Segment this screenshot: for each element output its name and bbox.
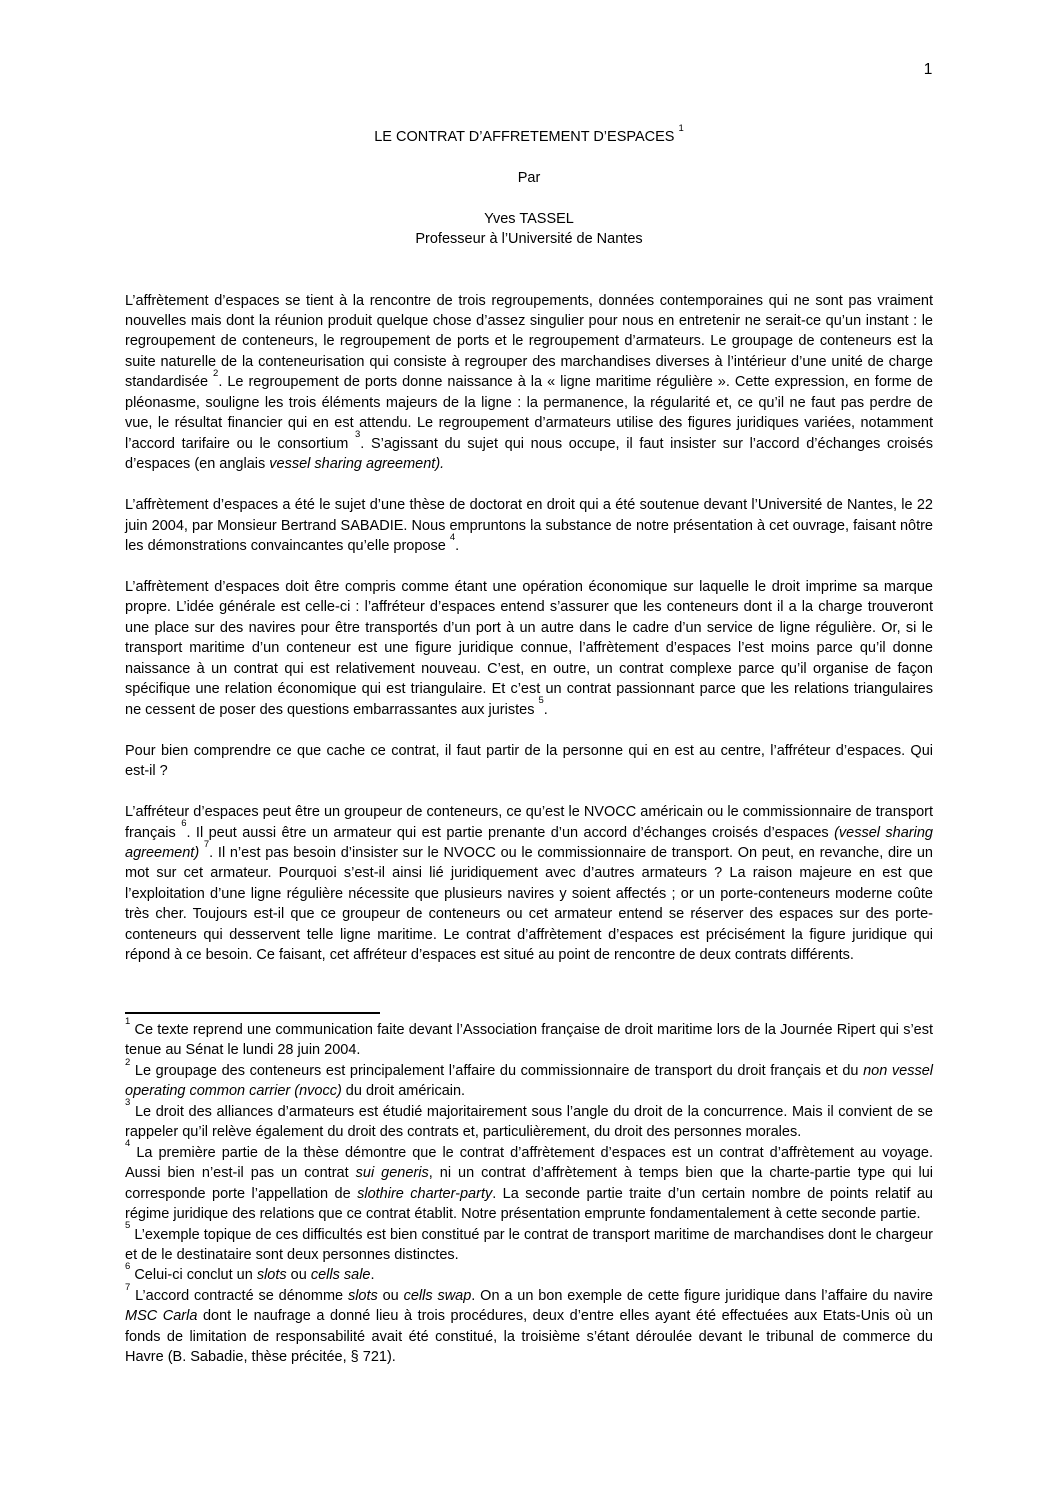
footnote-ref: 5 xyxy=(125,1220,131,1232)
footnote: $^3$ Le droit des alliances d’armateurs est étudié majoritairement sous l’angle du droit de la concurrence. Mais il convient de se rappeler qu’il relève également du droit des contrats et, particulièrement, du droit des personnes morales. xyxy=(125,1097,933,1141)
footnote-area xyxy=(125,1012,933,1368)
footnote: $^5$ L’exemple topique de ces difficultés est bien constitué par le contrat de transport maritime de marchandises dont le chargeur et de le destinataire sont deux personnes distinctes. xyxy=(125,1220,934,1263)
author-name: Yves TASSEL xyxy=(484,210,574,227)
footnotes-list xyxy=(125,1015,934,1368)
paragraph: L’affrètement d’espaces se tient à la rencontre de trois regroupements, données contemporaines qui ne sont pas vraiment nouvelles mais dont la réunion produit quelque chose d’assez singulier pour nous en entretenir ne serait-ce qu’un instant : le regroupement de conteneurs, le regroupement de ports et le regroupement d’armateurs. Le groupage de conteneurs est la suite naturelle de la conteneurisation qui consiste à regrouper des marchandises diverses à l’intérieur d’une unité de charge standardisée $^2$. Le regroupement de ports donne naissance à la « ligne maritime régulière ». Cette expression, en forme de pléonasme, souligne les trois éléments majeurs de la ligne : la permanence, la régularité et, ce qu’il ne faut pas perdre de vue, le résultat financier qui en est attendu. Le regroupement d’armateurs utilise des figures juridiques variées, notamment l’accord tarifaire ou le consortium $^3$. S’agissant du sujet qui nous occupe, il faut insister sur l’accord d’échanges croisés d’espaces (en anglais vessel sharing agreement). xyxy=(125,292,933,473)
footnote-ref: 6 xyxy=(125,1261,131,1273)
footnote-ref: 2 xyxy=(125,1056,131,1068)
paragraph: L’affrètement d’espaces a été le sujet d’une thèse de doctorat en droit qui a été soutenue devant l’Université de Nantes, le 22 juin 2004, par Monsieur Bertrand SABADIE. Nous empruntons la substance de notre présentation à cet ouvrage, faisant nôtre les démonstrations convaincantes qu’elle propose $^4$. xyxy=(125,497,933,555)
paragraph: Pour bien comprendre ce que cache ce contrat, il faut partir de la personne qui en est au centre, l’affréteur d’espaces. Qui est-il ? xyxy=(125,742,933,780)
paragraph: L’affréteur d’espaces peut être un groupeur de conteneurs, ce qu’est le NVOCC américain ou le commissionnaire de transport français $^6$. Il peut aussi être un armateur qui est partie prenante d’un accord d’échanges croisés d’espaces (vessel sharing agreement) $^7$. Il n’est pas besoin d’insister sur le NVOCC ou le commissionnaire de transport. On peut, en revanche, dire un mot sur cet armateur. Pourquoi s’est-il ainsi lié juridiquement avec d’autres armateurs ? La raison majeure en est que l’exploitation d’une ligne régulière nécessite que plusieurs navires y soient affectés ; or un porte-conteneurs moderne coûte très cher. Toujours est-il que ce groupeur de conteneurs ou cet armateur entend se réserver des espaces sur des porte-conteneurs qui desservent telle ligne maritime. Le contrat d’affrètement d’espaces est précisément la figure juridique qui répond à ce besoin. Ce faisant, cet affréteur d’espaces est situé au point de rencontre de deux contrats différents. xyxy=(125,804,933,964)
footnote: $^2$ Le groupage des conteneurs est principalement l’affaire du commissionnaire de transport du droit français et du non vessel operating common carrier (nvocc) du droit américain. xyxy=(125,1056,934,1100)
footnote-ref: 1 xyxy=(125,1015,131,1027)
document-title: LE CONTRAT D’AFFRETEMENT D’ESPACES $^1$ xyxy=(374,122,684,145)
footnote: $^4$ La première partie de la thèse démontre que le contrat d’affrètement d’espaces est un contrat d’affrètement au voyage. Aussi bien n’est-il pas un contrat sui generis, ni un contrat d’affrètement à temps bien que la charte-partie type qui lui corresponde porte l’appellation de slothire charter-party. La seconde partie traite d’un certain nombre de points relatif au régime juridique des relations que ce contrat établit. Notre présentation emprunte fondamentalement à cette seconde partie. xyxy=(125,1138,934,1223)
page-number: 1 xyxy=(923,61,933,78)
footnote: $^6$ Celui-ci conclut un slots ou cells sale. xyxy=(125,1261,375,1284)
paragraph: L’affrètement d’espaces doit être compris comme étant une opération économique sur laquelle le droit imprime sa marque propre. L’idée générale est celle-ci : l’affréteur d’espaces entend s’assurer que les conteneurs dont il a la charge trouveront une place sur des navires pour être transportés d’un port à un autre dans le cadre d’un service de ligne régulière. Or, si le transport maritime d’un conteneur est une figure juridique connue, l’affrètement d’espaces l’est moins parce qu’il donne naissance à un contrat qui est relativement nouveau. C’est, en outre, un contrat complexe parce qu’il organise de façon spécifique une relation économique qui est triangulaire. Et c’est un contrat passionnant parce que les relations triangulaires ne cessent de poser des questions embarrassantes aux juristes $^5$. xyxy=(125,579,933,718)
author-affiliation: Professeur à l’Université de Nantes xyxy=(415,231,643,248)
footnote-ref: 7 xyxy=(125,1281,131,1293)
footnote: $^1$ Ce texte reprend une communication faite devant l’Association française de droit maritime lors de la Journée Ripert qui s’est tenue au Sénat le lundi 28 juin 2004. xyxy=(125,1015,934,1059)
body-paragraphs xyxy=(125,291,933,966)
footnote-separator xyxy=(125,1012,380,1014)
footnote: $^7$ L’accord contracté se dénomme slots ou cells swap. On a un bon exemple de cette figure juridique dans l’affaire du navire MSC Carla dont le naufrage a donné lieu à trois procédures, deux d’entre elles ayant été effectuées aux Etats-Unis où un fonds de limitation de responsabilité avait été constitué, la troisième s’étant déroulée devant le tribunal de commerce du Havre (B. Sabadie, thèse précitée, § 721). xyxy=(125,1281,933,1366)
footnote-ref: 4 xyxy=(125,1138,131,1150)
content-column xyxy=(125,0,933,966)
footnote-ref: 3 xyxy=(125,1097,131,1109)
byline: Par xyxy=(517,169,541,186)
